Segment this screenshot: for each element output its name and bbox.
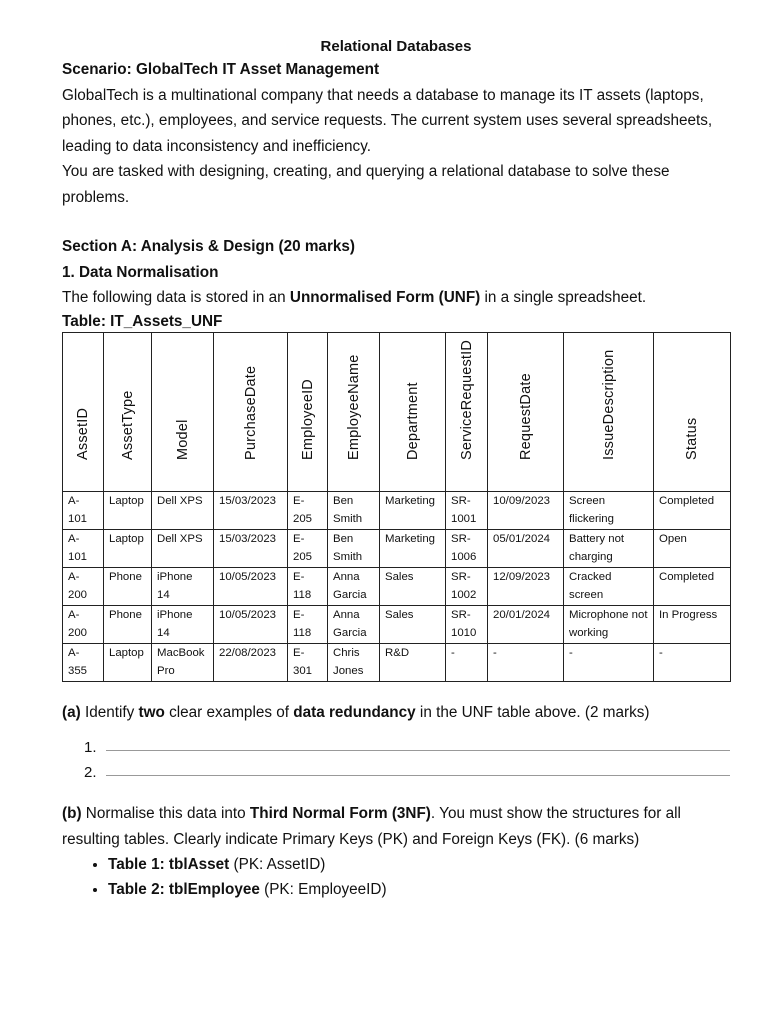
document-page <box>62 37 730 902</box>
table-row <box>63 643 731 681</box>
table-cell: Sales <box>380 605 446 643</box>
list-item: • Table 1: tblAsset (PK: AssetID) <box>108 852 730 877</box>
table-row <box>63 529 731 567</box>
table-cell: - <box>654 643 731 681</box>
column-header <box>380 332 446 491</box>
column-header-label: Status <box>683 417 700 460</box>
table-row <box>63 605 731 643</box>
table-cell: Completed <box>654 491 731 529</box>
table-cell: SR-1006 <box>446 529 488 567</box>
question-b: (b) Normalise this data into Third Normal Form (3NF). You must show the structures for all resulting tables. Clearly indicate Primary Keys (PK) and Foreign Keys (FK). (6 marks) <box>62 805 681 848</box>
table-cell: Chris Jones <box>328 643 380 681</box>
column-header <box>104 332 152 491</box>
table-cell: 10/05/2023 <box>214 605 288 643</box>
table-cell: Phone <box>104 567 152 605</box>
unf-intro: The following data is stored in an Unnormalised Form (UNF) in a single spreadsheet. <box>62 289 647 306</box>
column-header <box>488 332 564 491</box>
column-header-label: ServiceRequestID <box>458 339 475 460</box>
table-cell: Marketing <box>380 491 446 529</box>
table-cell: 10/09/2023 <box>488 491 564 529</box>
column-header-label: EmployeeID <box>299 379 316 460</box>
table-cell: E-301 <box>288 643 328 681</box>
table-cell: 22/08/2023 <box>214 643 288 681</box>
table-cell: iPhone 14 <box>152 605 214 643</box>
table-cell: E-118 <box>288 567 328 605</box>
table-cell: In Progress <box>654 605 731 643</box>
table-cell: A-355 <box>63 643 104 681</box>
table-cell: 15/03/2023 <box>214 491 288 529</box>
list-item: • Table 2: tblEmployee (PK: EmployeeID) <box>108 877 730 902</box>
table-cell: - <box>564 643 654 681</box>
column-header <box>214 332 288 491</box>
table-cell: 15/03/2023 <box>214 529 288 567</box>
table-cell: Sales <box>380 567 446 605</box>
table-cell: 12/09/2023 <box>488 567 564 605</box>
table-cell: Battery not charging <box>564 529 654 567</box>
table-cell: Anna Garcia <box>328 605 380 643</box>
column-header-label: Model <box>174 419 191 460</box>
table-cell: R&D <box>380 643 446 681</box>
table-cell: A-101 <box>63 491 104 529</box>
scenario-paragraph-2: You are tasked with designing, creating, and querying a relational database to solve these problems. <box>62 163 670 206</box>
table-cell: 10/05/2023 <box>214 567 288 605</box>
answer-line-2[interactable]: 2. <box>84 756 730 781</box>
scenario-paragraph-1: GlobalTech is a multinational company that needs a database to manage its IT assets (laptops, phones, etc.), employees, and service requests. The current system uses several spreadsheets, leading to data inconsistency and inefficiency. <box>62 86 713 155</box>
table-row <box>63 491 731 529</box>
table-cell: Completed <box>654 567 731 605</box>
column-header <box>328 332 380 491</box>
table-cell: Phone <box>104 605 152 643</box>
column-header <box>654 332 731 491</box>
column-header <box>564 332 654 491</box>
table-cell: Anna Garcia <box>328 567 380 605</box>
column-header-label: AssetType <box>119 390 136 460</box>
column-header <box>288 332 328 491</box>
column-header <box>152 332 214 491</box>
table-cell: iPhone 14 <box>152 567 214 605</box>
column-header-label: EmployeeName <box>345 354 362 460</box>
table-cell: Marketing <box>380 529 446 567</box>
table-cell: Laptop <box>104 643 152 681</box>
table-cell: SR-1010 <box>446 605 488 643</box>
table-cell: - <box>488 643 564 681</box>
table-cell: SR-1002 <box>446 567 488 605</box>
table-cell: Laptop <box>104 491 152 529</box>
answer-line-1[interactable]: 1. <box>84 731 730 756</box>
table-row <box>63 567 731 605</box>
section-a-heading: Section A: Analysis & Design (20 marks) <box>62 238 356 255</box>
column-header <box>63 332 104 491</box>
table-title: Table: IT_Assets_UNF <box>62 312 223 330</box>
table-cell: MacBook Pro <box>152 643 214 681</box>
column-header-label: IssueDescription <box>600 349 617 460</box>
unf-table <box>62 332 731 682</box>
scenario-heading: Scenario: GlobalTech IT Asset Management <box>62 61 380 78</box>
page-title: Relational Databases <box>320 38 472 55</box>
table-cell: - <box>446 643 488 681</box>
table-cell: Screen flickering <box>564 491 654 529</box>
table-cell: Ben Smith <box>328 491 380 529</box>
table-cell: Open <box>654 529 731 567</box>
table-cell: A-200 <box>63 605 104 643</box>
table-list <box>62 852 730 902</box>
table-cell: Cracked screen <box>564 567 654 605</box>
table-cell: Microphone not working <box>564 605 654 643</box>
table-cell: E-118 <box>288 605 328 643</box>
table-cell: 05/01/2024 <box>488 529 564 567</box>
column-header-label: Department <box>404 382 421 460</box>
table-header-row <box>63 332 731 491</box>
table-cell: A-101 <box>63 529 104 567</box>
column-header-label: RequestDate <box>517 373 534 460</box>
column-header-label: PurchaseDate <box>242 365 259 460</box>
column-header-label: AssetID <box>74 407 91 460</box>
question-a: (a) Identify two clear examples of data redundancy in the UNF table above. (2 marks) <box>62 703 650 721</box>
column-header <box>446 332 488 491</box>
table-cell: SR-1001 <box>446 491 488 529</box>
answer-lines <box>84 731 730 781</box>
table-cell: A-200 <box>63 567 104 605</box>
table-cell: E-205 <box>288 529 328 567</box>
table-cell: Laptop <box>104 529 152 567</box>
table-cell: E-205 <box>288 491 328 529</box>
table-cell: Dell XPS <box>152 491 214 529</box>
table-cell: 20/01/2024 <box>488 605 564 643</box>
table-cell: Dell XPS <box>152 529 214 567</box>
table-cell: Ben Smith <box>328 529 380 567</box>
subsection-heading: 1. Data Normalisation <box>62 263 219 281</box>
